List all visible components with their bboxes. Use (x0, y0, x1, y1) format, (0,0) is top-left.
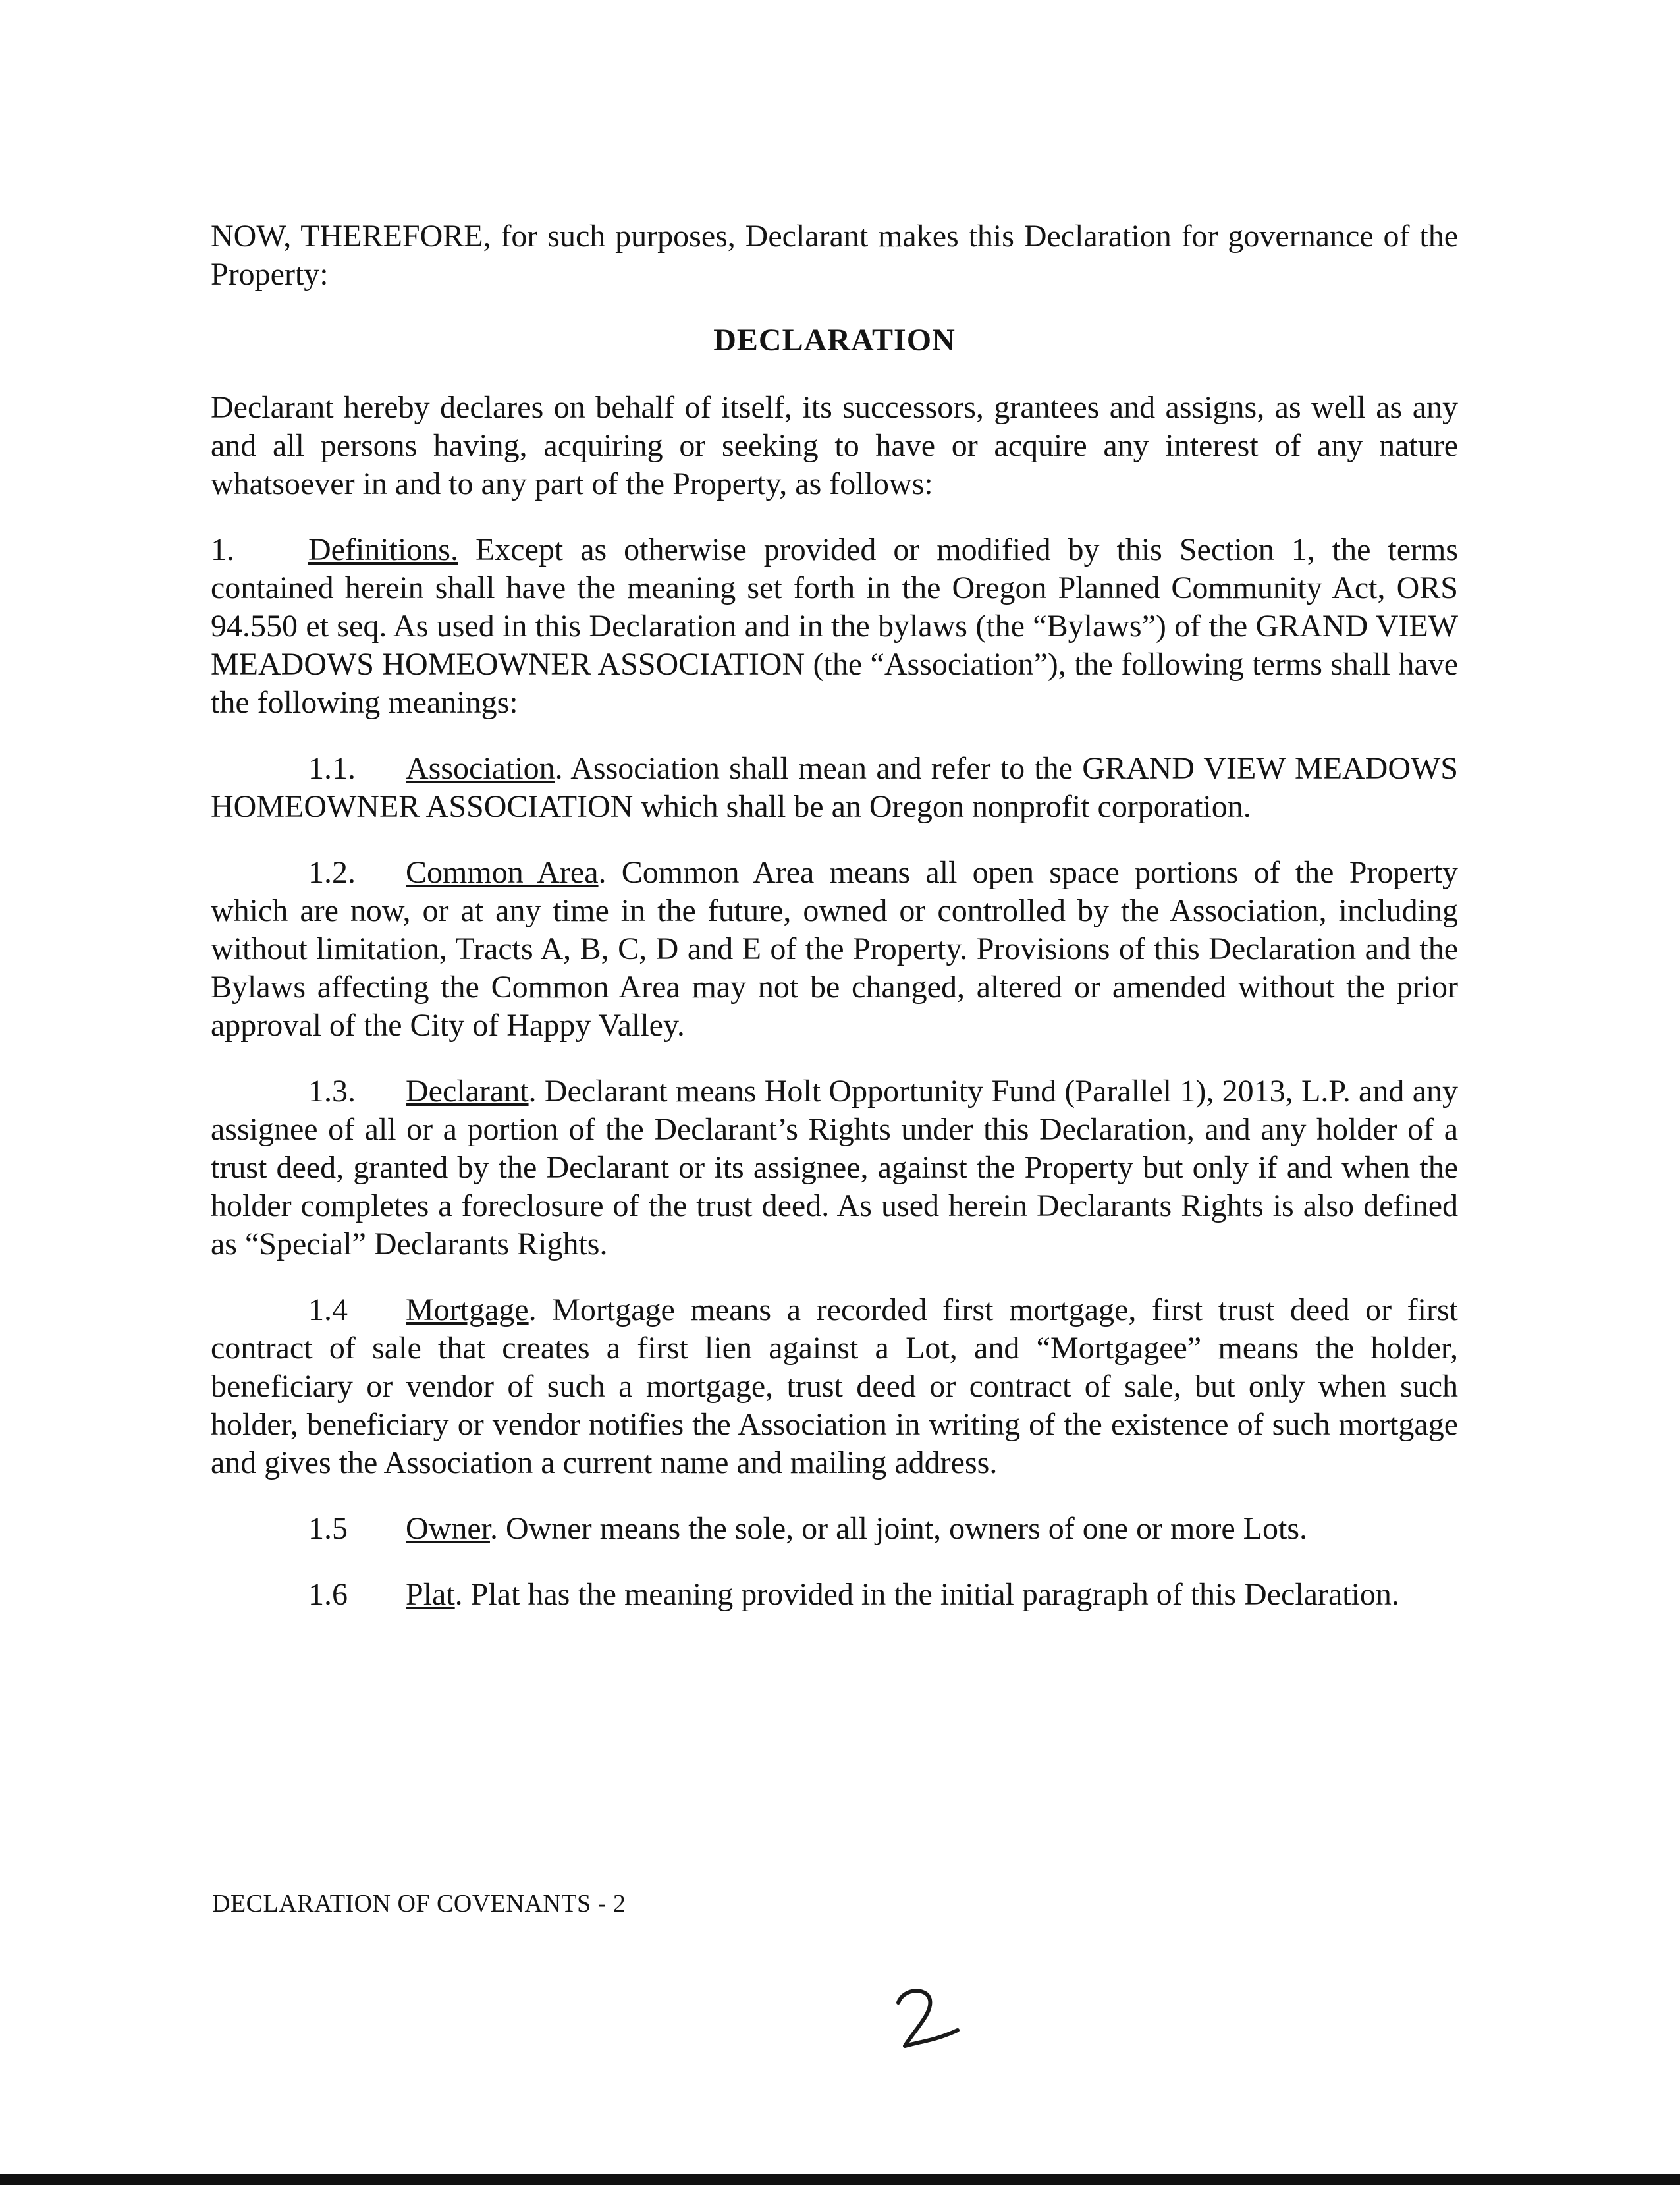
definition-term: Declarant (406, 1074, 529, 1109)
section-heading: DECLARATION (713, 323, 956, 358)
definition-number: 1.1. (308, 751, 356, 786)
definition-text: . Declarant means Holt Opportunity Fund (Parallel 1), 2013, L.P. and any assignee of all or a portion of the Declarant’s Rights under this Declaration, and any holder of a trust deed, granted by the Declarant or its assignee, against the Property but only if and when the holder completes a foreclosure of the trust deed. As used herein Declarants Rights is also defined as “Special” Declarants Rights. (211, 1074, 1458, 1261)
definition-owner (211, 1510, 1458, 1548)
definitions-section (211, 531, 1458, 722)
definition-text: . Common Area means all open space portions of the Property which are now, or at any time in the future, owned or controlled by the Association, including without limitation, Tracts A, B, C, D and E of the Property. Provisions of this Declaration and the Bylaws affecting the Common Area may not be changed, altered or amended without the prior approval of the City of Happy Valley. (211, 855, 1459, 1043)
handwritten-page-number (889, 1983, 968, 2062)
section-text: Except as otherwise provided or modified by this Section 1, the terms contained herein shall have the meaning set forth in the Oregon Planned Community Act, ORS 94.550 et seq. As used in this Declaration and in the bylaws (the “Bylaws”) of the GRAND VIEW MEADOWS HOMEOWNER ASSOCIATION (the “Association”), the following terms shall have the following meanings: (211, 532, 1458, 720)
page-footer: DECLARATION OF COVENANTS - 2 (212, 1890, 626, 1918)
definition-term: Common Area (406, 855, 599, 890)
definition-plat (211, 1576, 1458, 1614)
definition-text: . Mortgage means a recorded first mortgage, first trust deed or first contract of sale that creates a first lien against a Lot, and “Mortgagee” means the holder, beneficiary or vendor of such a mortgage, trust deed or contract of sale, but only when such holder, beneficiary or vendor notifies the Association in writing of the existence of such mortgage and gives the Association a current name and mailing address. (211, 1292, 1458, 1480)
definition-mortgage (211, 1291, 1458, 1482)
definition-number: 1.3. (308, 1074, 356, 1109)
definition-common-area (211, 854, 1458, 1045)
section-term: Definitions. (308, 532, 458, 567)
definition-term: Association (406, 751, 555, 786)
definition-term: Owner (406, 1511, 490, 1546)
definition-term: Mortgage (406, 1292, 529, 1327)
definition-declarant (211, 1072, 1458, 1263)
document-body (211, 217, 1458, 1642)
declaration-paragraph: Declarant hereby declares on behalf of itself, its successors, grantees and assigns, as well as any and all persons having, acquiring or seeking to have or acquire any interest of any nature whatsoever in and to any part of the Property, as follows: (211, 390, 1458, 501)
scan-edge (0, 2174, 1680, 2185)
intro-paragraph: NOW, THEREFORE, for such purposes, Declarant makes this Declaration for governance of the Property: (211, 219, 1458, 292)
definition-text: . Owner means the sole, or all joint, owners of one or more Lots. (489, 1511, 1308, 1546)
section-number: 1. (211, 532, 234, 567)
definition-association (211, 750, 1458, 826)
definition-text: . Plat has the meaning provided in the initial paragraph of this Declaration. (454, 1577, 1399, 1612)
definition-number: 1.5 (308, 1511, 348, 1546)
definition-number: 1.4 (308, 1292, 348, 1327)
definition-number: 1.6 (308, 1577, 348, 1612)
definition-term: Plat (406, 1577, 455, 1612)
definition-text: . Association shall mean and refer to the GRAND VIEW MEADOWS HOMEOWNER ASSOCIATION which shall be an Oregon nonprofit corporation. (211, 751, 1458, 824)
definition-number: 1.2. (308, 855, 356, 890)
